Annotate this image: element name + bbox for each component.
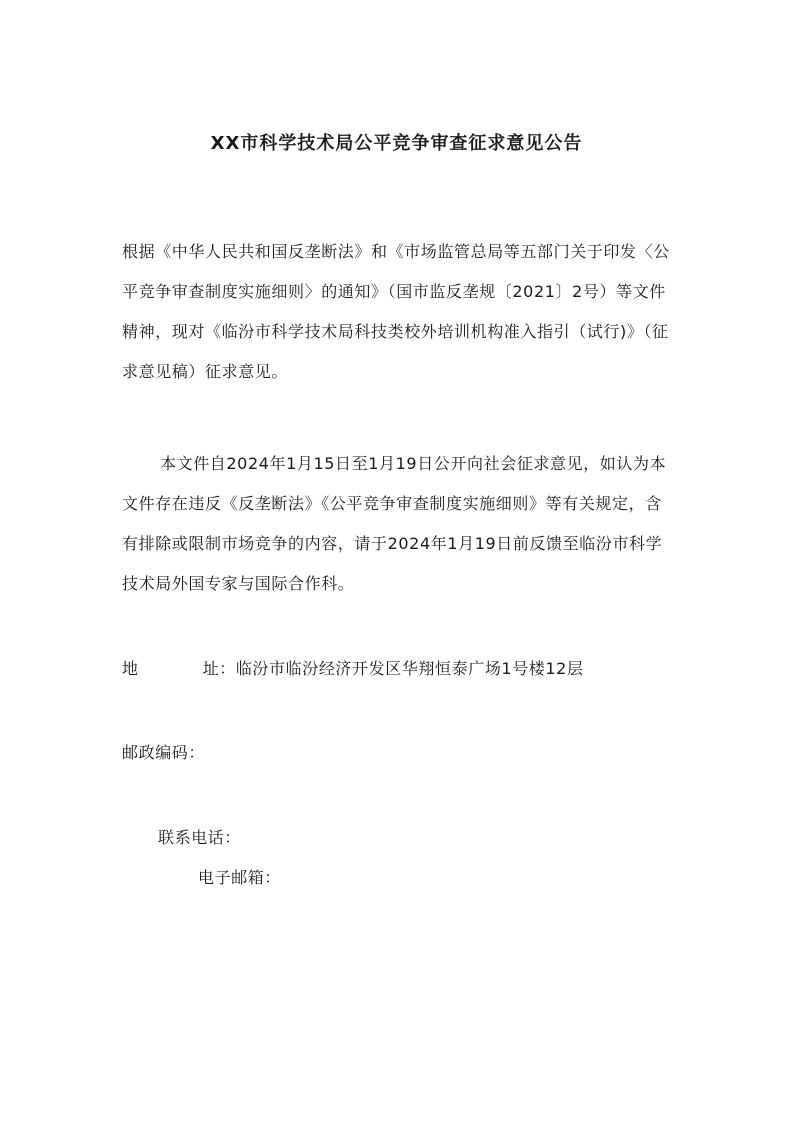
address-line	[122, 657, 584, 681]
paragraph-consultation-period: 本文件自2024年1月15日至1月19日公开向社会征求意见，如认为本文件存在违反《反垄断法》《公平竞争审查制度实施细则》等有关规定，含有排除或限制市场竞争的内容，请于2024年1月19日前反馈至临汾市科学技术局外国专家与国际合作科。	[122, 454, 667, 593]
phone-label: 联系电话：	[158, 828, 242, 847]
postcode-label: 邮政编码：	[122, 743, 206, 762]
address-label-second: 址：	[202, 659, 236, 678]
address-value: 临汾市临汾经济开发区华翔恒泰广场1号楼12层	[235, 659, 584, 678]
email-label: 电子邮箱：	[198, 868, 282, 887]
document-title: XX市科学技术局公平竞争审查征求意见公告	[210, 133, 583, 154]
paragraph-basis: 根据《中华人民共和国反垄断法》和《市场监管总局等五部门关于印发〈公平竞争审查制度实施细则〉的通知》（国市监反垄规〔2021〕2号）等文件精神，现对《临汾市科学技术局科技类校外培训机构准入指引（试行)》（征求意见稿）征求意见。	[122, 242, 670, 381]
address-label-first: 地	[122, 659, 139, 678]
